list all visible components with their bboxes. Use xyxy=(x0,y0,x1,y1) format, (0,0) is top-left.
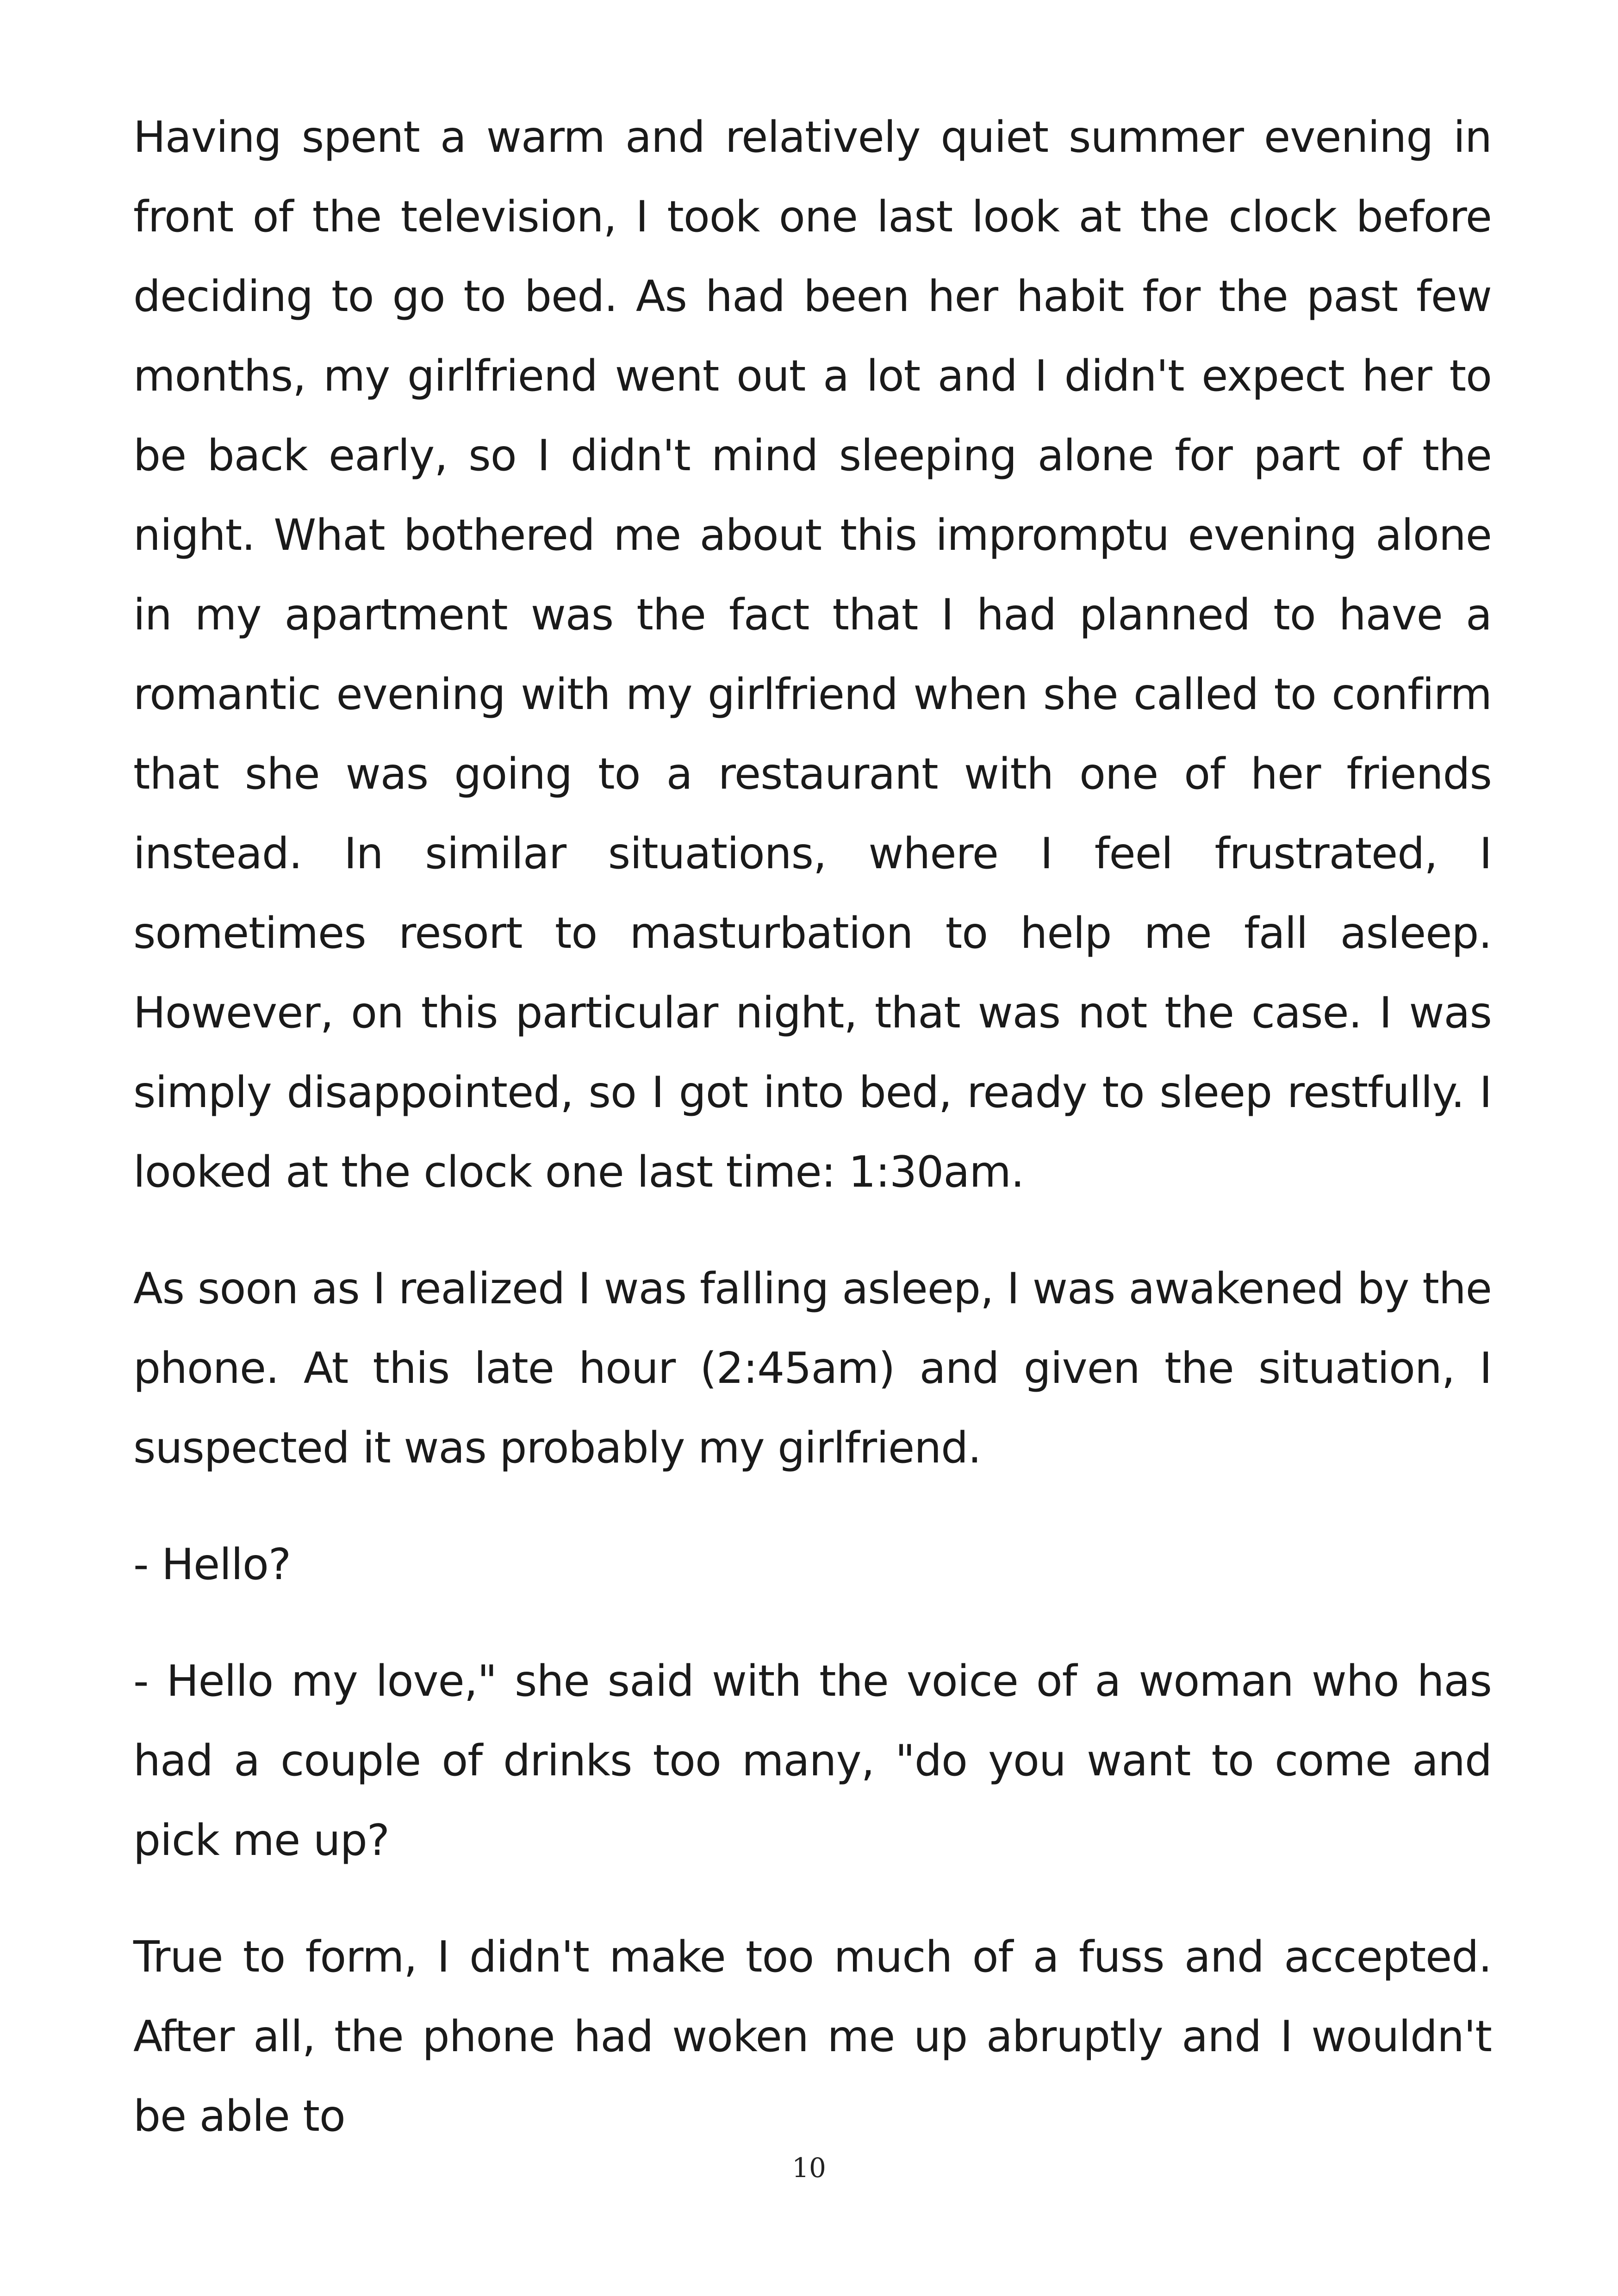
page-number: 10 xyxy=(792,2152,826,2184)
page-body xyxy=(133,97,1492,2193)
paragraph: As soon as I realized I was falling asleep, I was awakened by the phone. At this late hour (2:45am) and given the situation, I suspected it was probably my girlfriend. xyxy=(133,1263,1492,1473)
paragraph: True to form, I didn't make too much of a fuss and accepted. After all, the phone had woken me up abruptly and I wouldn't be able to xyxy=(133,1932,1492,2141)
dialogue-line: - Hello my love," she said with the voice of a woman who has had a couple of drinks too many, "do you want to come and pick me up? xyxy=(133,1656,1492,1865)
dialogue-line: - Hello? xyxy=(133,1539,291,1589)
paragraph: Having spent a warm and relatively quiet summer evening in front of the television, I took one last look at the clock before deciding to go to bed. As had been her habit for the past few months, my girlfriend went out a lot and I didn't expect her to be back early, so I didn't mind sleeping alone for part of the night. What bothered me about this impromptu evening alone in my apartment was the fact that I had planned to have a romantic evening with my girlfriend when she called to confirm that she was going to a restaurant with one of her friends instead. In similar situations, where I feel frustrated, I sometimes resort to masturbation to help me fall asleep. However, on this particular night, that was not the case. I was simply disappointed, so I got into bed, ready to sleep restfully. I looked at the clock one last time: 1:30am. xyxy=(133,112,1492,1197)
